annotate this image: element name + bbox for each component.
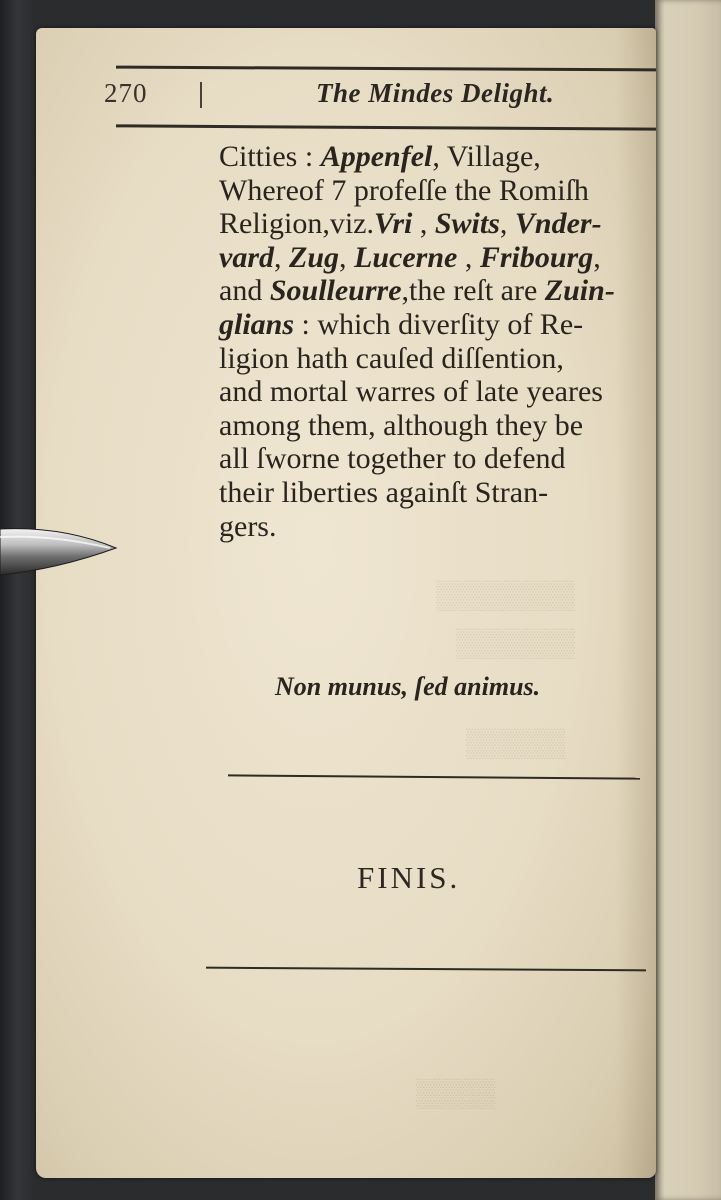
text-line xyxy=(219,510,659,544)
text-run: ,the reſt are xyxy=(401,274,545,308)
text-run: Soulleurre xyxy=(269,274,402,308)
text-run: : which diverſity of Re- xyxy=(294,307,584,341)
text-run: Swits xyxy=(434,207,500,241)
text-line xyxy=(219,342,659,376)
show-through-smudge: ▒▒▒▒▒▒ xyxy=(456,628,576,659)
text-line xyxy=(219,140,659,174)
text-run: gers. xyxy=(219,509,277,543)
header-separator xyxy=(200,82,202,108)
page-pointer-tool xyxy=(0,515,120,581)
text-run: , Village, xyxy=(432,140,541,173)
text-run: Zuin- xyxy=(544,274,615,308)
facing-page-edge xyxy=(655,0,721,1200)
text-line xyxy=(219,409,659,443)
text-line xyxy=(219,442,659,476)
show-through-smudge: ▒▒▒▒▒ xyxy=(466,728,566,759)
text-run: , xyxy=(412,207,435,241)
text-run: Fribourg xyxy=(479,240,594,274)
show-through-smudge: ▒▒▒▒ xyxy=(416,1078,496,1109)
text-line xyxy=(219,375,659,409)
text-run: and mortal warres of late yeares xyxy=(219,375,603,409)
text-run: Whereof 7 profeſſe the Romiſh xyxy=(219,173,589,207)
page-number: 270 xyxy=(104,78,148,108)
text-run: among them, although they be xyxy=(219,408,584,442)
text-line xyxy=(219,207,659,241)
text-run: Vri xyxy=(373,207,413,241)
show-through-smudge: ▒▒▒▒▒▒▒ xyxy=(436,580,575,611)
text-run: all ſworne together to defend xyxy=(219,442,566,476)
text-run: Citties : xyxy=(219,140,321,173)
text-run: , xyxy=(499,207,515,241)
text-run: , xyxy=(339,240,355,274)
text-line xyxy=(219,174,659,208)
text-run: Vnder- xyxy=(514,207,602,241)
text-run: and xyxy=(219,274,270,308)
text-run: their liberties againſt Stran- xyxy=(219,475,549,509)
finis: FINIS. xyxy=(357,860,461,895)
text-run: ligion hath cauſed diſſention, xyxy=(219,341,564,375)
text-line xyxy=(219,308,659,342)
text-run: , xyxy=(457,240,480,274)
text-run: , xyxy=(593,240,601,274)
text-run: Zug xyxy=(289,240,340,274)
running-title: The Mindes Delight. xyxy=(316,78,555,108)
running-header xyxy=(104,78,624,118)
text-line xyxy=(219,241,659,275)
text-line xyxy=(219,476,659,510)
text-run: Appenfel xyxy=(320,140,433,173)
body-text xyxy=(219,140,659,543)
text-line xyxy=(219,274,659,308)
text-run: , xyxy=(274,240,289,274)
text-run: vard xyxy=(219,240,274,274)
motto: Non munus, ſed animus. xyxy=(275,672,541,701)
text-run: Religion,viz. xyxy=(219,207,374,241)
text-run: glians xyxy=(219,307,295,341)
text-run: Lucerne xyxy=(354,240,458,274)
